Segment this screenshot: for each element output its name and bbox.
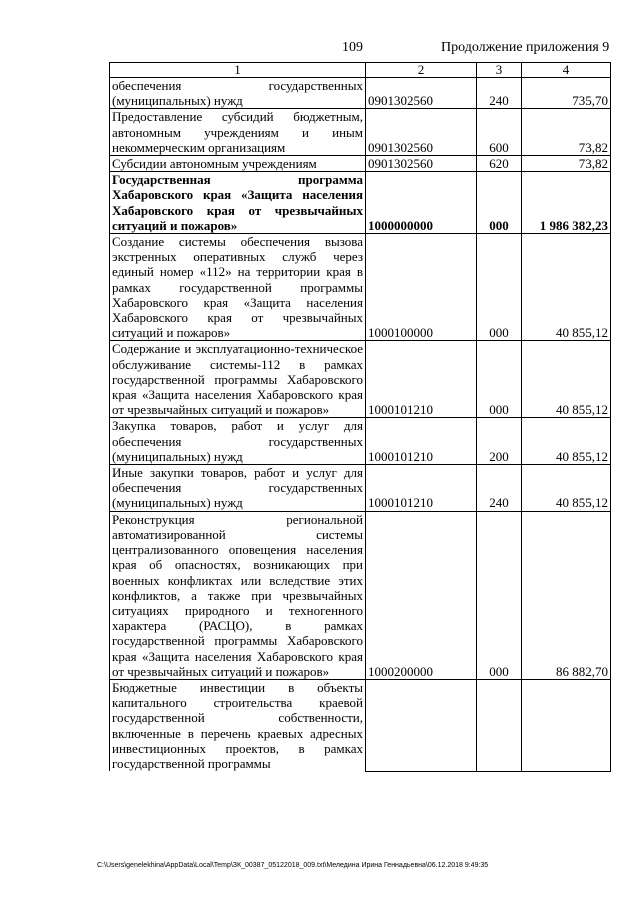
document-path-footer: C:\Users\genelekhina\AppData\Local\Temp\ЗК_00387_05122018_009.txt\Меледина Ирина Геннадьевна\06.12.2018 9:49:35 <box>97 862 489 869</box>
row-expense-type: 200 <box>477 418 522 465</box>
row-amount: 86 882,70 <box>522 511 611 679</box>
row-code: 1000101210 <box>366 465 477 512</box>
row-description: обеспечения государственных (муниципальных) нужд <box>110 78 366 109</box>
row-description: Государственная программа Хабаровского края «Защита населения Хабаровского края от чрезвычайных ситуаций и пожаров» <box>110 172 366 234</box>
row-expense-type <box>477 679 522 771</box>
row-description: Иные закупки товаров, работ и услуг для обеспечения государственных (муниципальных) нужд <box>110 465 366 512</box>
table-row <box>110 418 611 465</box>
row-code: 0901302560 <box>366 156 477 172</box>
column-header: 4 <box>522 63 611 78</box>
row-expense-type: 240 <box>477 78 522 109</box>
table-row <box>110 679 611 771</box>
continuation-label: Продолжение приложения 9 <box>441 40 610 55</box>
table-row <box>110 109 611 156</box>
row-code: 1000200000 <box>366 511 477 679</box>
row-amount: 40 855,12 <box>522 234 611 341</box>
row-expense-type: 000 <box>477 511 522 679</box>
table-row <box>110 78 611 109</box>
row-code: 0901302560 <box>366 109 477 156</box>
table-row <box>110 172 611 234</box>
row-code: 1000100000 <box>366 234 477 341</box>
budget-table <box>109 62 611 772</box>
row-expense-type: 240 <box>477 465 522 512</box>
row-amount: 40 855,12 <box>522 418 611 465</box>
row-code: 1000101210 <box>366 418 477 465</box>
row-amount: 40 855,12 <box>522 465 611 512</box>
table-row <box>110 465 611 512</box>
table-row <box>110 234 611 341</box>
row-description: Реконструкция региональной автоматизированной системы централизованного оповещения населения края об опасностях, возникающих при военных конфликтах или вследствие этих конфликтов, а также при чрезвычайных ситуациях природного и техногенного характера (РАСЦО), в рамках государственной программы Хабаровского края «Защита населения Хабаровского края от чрезвычайных ситуаций и пожаров» <box>110 511 366 679</box>
row-expense-type: 620 <box>477 156 522 172</box>
row-amount: 40 855,12 <box>522 341 611 418</box>
table-row <box>110 156 611 172</box>
row-amount <box>522 679 611 771</box>
row-description: Закупка товаров, работ и услуг для обеспечения государственных (муниципальных) нужд <box>110 418 366 465</box>
column-header: 2 <box>366 63 477 78</box>
row-description: Предоставление субсидий бюджетным, автономным учреждениям и иным некоммерческим организациям <box>110 109 366 156</box>
row-amount: 735,70 <box>522 78 611 109</box>
page-number: 109 <box>342 40 363 55</box>
row-code: 0901302560 <box>366 78 477 109</box>
row-description: Содержание и эксплуатационно-техническое обслуживание системы-112 в рамках государственной программы Хабаровского края «Защита населения Хабаровского края от чрезвычайных ситуаций и пожаров» <box>110 341 366 418</box>
row-description: Создание системы обеспечения вызова экстренных оперативных служб через единый номер «112» на территории края в рамках государственной программы Хабаровского края «Защита населения Хабаровского края от чрезвычайных ситуаций и пожаров» <box>110 234 366 341</box>
table-row <box>110 341 611 418</box>
table-header-row <box>110 63 611 78</box>
table-row <box>110 511 611 679</box>
row-code: 1000101210 <box>366 341 477 418</box>
row-code: 1000000000 <box>366 172 477 234</box>
row-description: Субсидии автономным учреждениям <box>110 156 366 172</box>
row-amount: 73,82 <box>522 156 611 172</box>
row-expense-type: 600 <box>477 109 522 156</box>
row-code <box>366 679 477 771</box>
row-expense-type: 000 <box>477 172 522 234</box>
row-expense-type: 000 <box>477 341 522 418</box>
column-header: 1 <box>110 63 366 78</box>
row-amount: 1 986 382,23 <box>522 172 611 234</box>
row-expense-type: 000 <box>477 234 522 341</box>
row-amount: 73,82 <box>522 109 611 156</box>
column-header: 3 <box>477 63 522 78</box>
row-description: Бюджетные инвестиции в объекты капитального строительства краевой государственной собственности, включенные в перечень краевых адресных инвестиционных проектов, в рамках государственной программы <box>110 679 366 771</box>
